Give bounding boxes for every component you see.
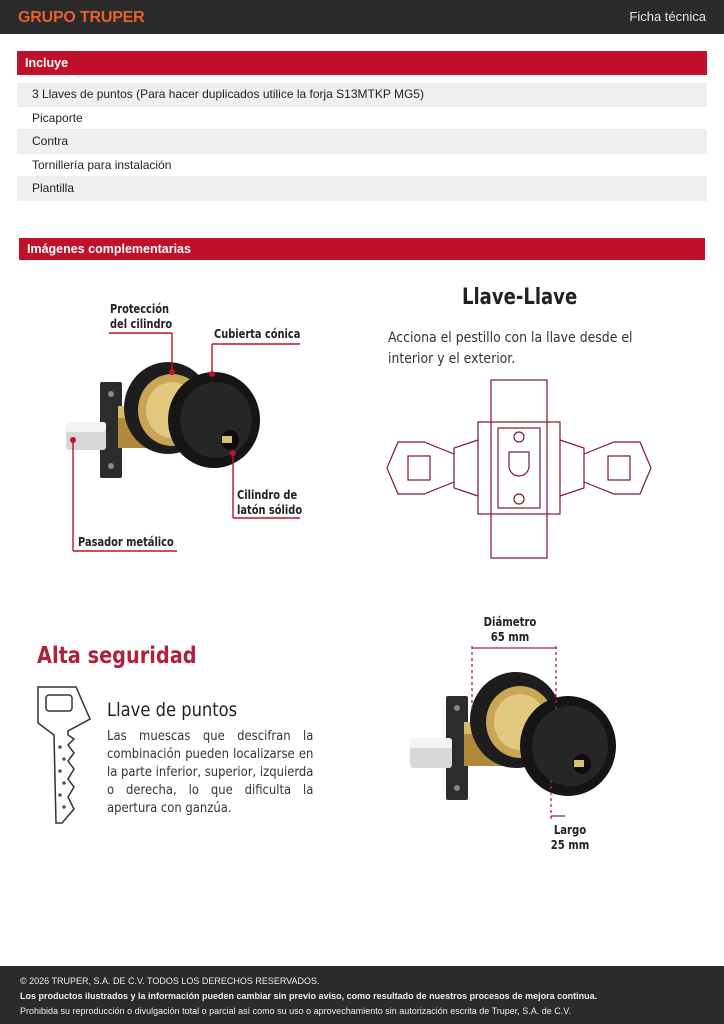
list-item: Contra: [17, 130, 707, 154]
list-item: 3 Llaves de puntos (Para hacer duplicados utilice la forja S13MTKP MG5): [17, 83, 707, 107]
key-key-title: Llave-Llave: [462, 285, 578, 310]
dimple-key-description: Las muescas que descifran la combinación pueden localizarse en la parte inferior, superior, izquierda o derecha, lo que dificulta la apertura con ganzúa.: [107, 728, 314, 816]
callout-metal-bolt: Pasador metálico: [78, 535, 174, 549]
document-type: Ficha técnica: [629, 9, 706, 24]
complementary-section-title: Imágenes complementarias: [19, 238, 705, 260]
diameter-label: Diámetro 65 mm: [483, 615, 537, 644]
footer-notice: Los productos ilustrados y la información pueden cambiar sin previo aviso, como resultado de nuestros procesos de mejora continua.: [20, 991, 598, 1001]
key-key-description: Acciona el pestillo con la llave desde el interior y el exterior.: [388, 330, 633, 367]
includes-list: [17, 83, 707, 201]
footer: [0, 966, 724, 1024]
list-item: Plantilla: [17, 177, 707, 201]
includes-section-title: Incluye: [17, 51, 707, 75]
dimension-lines: [465, 640, 565, 830]
dimple-key-title: Llave de puntos: [107, 699, 238, 721]
list-item: Tornillería para instalación: [17, 154, 707, 178]
key-key-diagram: [384, 378, 654, 562]
high-security-title: Alta seguridad: [37, 643, 197, 669]
footer-prohibition: Prohibida su reproducción o divulgación total o parcial así como su uso o aprovechamiento sin autorización escrita de Truper, S.A. de C.V.: [20, 1006, 571, 1016]
footer-copyright: © 2026 TRUPER, S.A. DE C.V. TODOS LOS DERECHOS RESERVADOS.: [20, 976, 320, 986]
brand-logo: GRUPO TRUPER: [18, 9, 145, 26]
top-bar: [0, 0, 724, 34]
callout-cylinder-protection: Protección del cilindro: [110, 302, 173, 331]
length-label: Largo 25 mm: [550, 823, 590, 852]
callout-brass-cylinder: Cilindro de latón sólido: [237, 488, 303, 517]
list-item: Picaporte: [17, 107, 707, 131]
dimple-key-icon: [32, 683, 94, 827]
callout-conical-cover: Cubierta cónica: [214, 327, 301, 341]
